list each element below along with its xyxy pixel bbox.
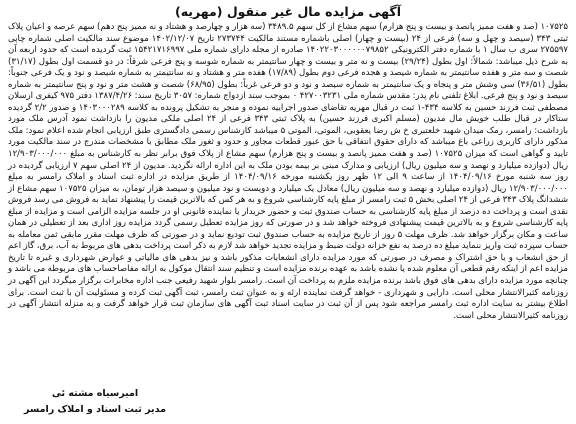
notice-title: آگهی مزایده مال غیر منقول (مهریه) (175, 4, 401, 19)
signature-name: امیرسیاه مشته ئی (51, 388, 139, 399)
notice-body: ۱۰۷۵۲۵ (صد و هفت ممیز پانصد و بیست و پنج هزارم) سهم مشاع از کل سهم ۳۴۸۹.۵ (سه هزار و چهارصد و هشتاد و نه ممیز پنج دهم) سهم عرصه و اعیان پلاک ثبتی ۳۴۳ (سیصد و چهل و سه) فرعی از ۲۴ (بیست و چهار) اصلی باشماره مستند مالکیت ۲۷۳۷۴۴ تاریخ ۱۴۰۲/۱۲/۰۷ موضوع سند مالکیت اصلی شماره چاپی ۲۷۵۵۹۷ سری ب سال ۱ با شماره دفتر الکترونیکی ۱۴۰۲۲۰۳۰۰۰۰۰۰۷۹۸۵۲ صادره از مجله دارای شماره ملی ۱۵۴۲۱۷۱۶۹۹۷ ثبت گردیده است که حدود اربعه آن به شرح ذیل میباشد: شمالاً: اول بطول (۲۹/۲۴) بیست و نه متر و بیست و چهار سانتیمتر به شماره شوسه و پنج فرعی شرقاً: در دو قسمت اول بطول (۳۱/۱۷) شصت و سه متر و هفده سانتیمتر به شماره شیصد و هجده فرعی دوم بطول (۱۷/۸۹) هفده متر و هشتاد و نه سانتیمتر به شماره شیصد و نود و یک فرعی جنوباً: بطول (۳۶/۵۱) سی وشش متر و پنجاه و یک سانتیمتر به شماره سیصد و نود و دو فرعی غرباً: بطول (۶۸/۹۵) شصت و هشت متر و نود و پنج سانتیمتر به شماره سیصد و نود و پنج فرعی. ابلاغ تلفنی نام پدر: مقدس شماره ملی ۴۲۷۰۰۳۲۳۱ ۰ بموجب سند ازدواج شماره: ۳۰۵۷ تاریخ سند: ۱۳۸۷/۴/۲۶ دفتر ۹۷۵ کیفری ارسلان مصطفی ثبت فرزند حسین به کلاسه ۴۳۴-۱ ثبت در قبال مهریه تقاضای صدور اجراییه نموده و منجر به تشکیل پرونده به کلاسه ۱۴۰۳۰۰۰۲۸۹ و صدور ۲/۲ گردیده ستاکار در قبال طلب خویش مال مدیون (مسلم اکبری فرزند حسین) به پلاک ثبتی ۳۴۳ فرعی از ۲۴ اصلی ملکی مدیون را بازداشت نمود آدرس ملک مورد بازداشت: رامسر، رمک میدان شهید خلعتبری خ ش رضا یعقوبی، الموتی، الموتی ۵ میباشد کارشناس رسمی دادگستری طبق ارزیابی انجام شده اعلام نمود: ملک مذکور دارای کاربری زراعی باغ میباشد که دارای حقوق انتفاقی با حق عبور قطعات مجاور و حدود و ثغور ملک مطابق با مشخصات مندرج در سند مالکیت مورد تایید و گواهی است که میزان ۱۰۷۵۲۵ (صد و هفت ممیز پانصد و بیست و پنج هزارم) سهم مشاع از پلاک فوق برابر نظر به کارشناس به مبلغ ۱۲/۹۰۳/۰۰۰/۰۰۰ ریال (دوازده میلیارد و نهصد و سه میلیون ریال) ارزیابی و مدارک مبنی بر بیمه بودن ملک به این اداره ارائه نگردید. مدیون از ۲۴ اصلی سهم ۷ ارزیابی گردیده در روز سه شنبه مورخ ۱۴۰۴/۰۹/۱۶ از ساعت ۹ الی ۱۲ ظهر روز یکشنبه مورخه ۱۴۰۴/۰۹/۱۶ از طریق مزایده در اداره ثبت اسناد و املاک رامسر به مبلغ ۱۲/۹۰۳/۰۰۰/۰۰۰ ریال (دوازده میلیارد و نهصد و سه میلیون ریال) معادل یک میلیارد و دویست و نود میلیون و سیصد هزار تومان، به میزان ۱۰۷۵۲۵ سهم مشاع از ششدانگ پلاک ۳۴۳ فرعی از ۲۴ اصلی بخش ۵ ثبت رامسر از مبلغ پایه کارشناسی شروع و به هر کس که بالاترین قیمت را پیشنهاد نماید به فروش می رسد فروش نقدی است و پرداخت ده درصد از مبلغ پایه کارشناسی به حساب صندوق ثبت و حضور خریدار یا نماینده قانونی او در جلسه مزایده الزامی است و مزایده از مبلغ پایه کارشناسی شروع و به بالاترین قیمت پیشنهادی فروخته خواهد شد و در صورتی که روز مزایده تعطیل رسمی گردد مزایده روز اداری بعد از تعطیلی در همان ساعت و مکان برگزار خواهد شد. ظرف مهلت ۵ روز از تاریخ مزایده به حساب صندوق ثبت تودیع نماید و در صورتی که ظرف مهلت مقرر مابقی ثمن معامله به حساب سپرده ثبت واریز ننماید مبلغ ده درصد به نفع خزانه دولت ضبط و مزایده تجدید خواهد شد لازم به ذکر است پرداخت بدهی های مربوط به آب، برق، گاز اعم از حق انشعاب و یا حق اشتراک و مصرف در صورتی که مورد مزایده دارای انشعابات مذکور باشد و نیز بدهی های مالیاتی و عوارض شهرداری و غیره تا تاریخ مزایده اعم از اینکه رقم قطعی آن معلوم شده یا نشده باشد به عهده برنده مزایده است و تنظیم سند انتقال موکول به ارائه مفاصاحساب های مربوطه می باشد و چنانچه مورد مزایده دارای بدهی های فوق باشد برنده مزایده ملزم به پرداخت آن است. رامسر بلوار شهید رفیعی جنب اداره مخابرات برگزار میگردد این آگهی در روزنامه کثیرالانتشار محلی است. دارایی و شهرداری - خواهد گرفت نماینده ارئه و به عنوان ثبت رامسر، ثبت آگهی ثبت کرده و مسئولیت آن با ثبت است. برای اطلاع بیشتر به سایت اداره ثبت رامسر مراجعه شود پس از آن ثبت در سایت اسناد ثبت آگهی های سازمان ثبت قرار خواهد گرفت و به منزله انتشار آگهی در روزنامه کثیرالانتشار محلی است. (8, 22, 569, 321)
signature-block (24, 386, 166, 418)
signature-title: مدیر ثبت اسناد و املاک رامسر (24, 404, 166, 415)
